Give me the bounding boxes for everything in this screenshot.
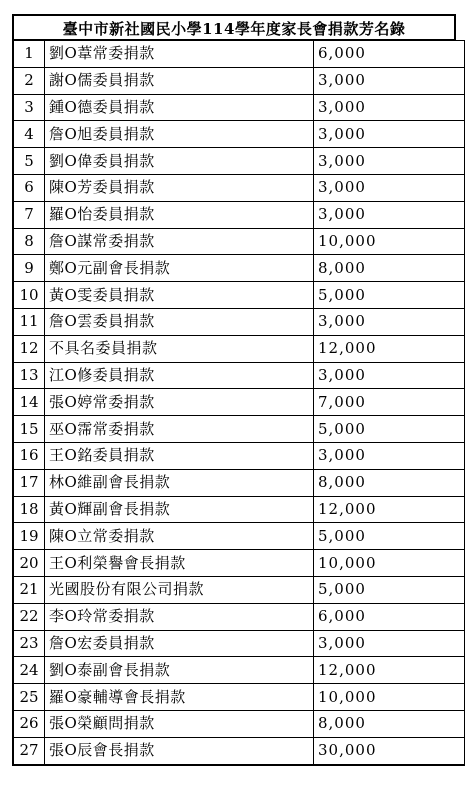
donation-amount: 12,000 bbox=[314, 657, 465, 684]
row-number: 25 bbox=[13, 684, 45, 711]
table-row bbox=[13, 576, 465, 603]
row-number: 27 bbox=[13, 737, 45, 764]
table-row bbox=[13, 308, 465, 335]
table-row bbox=[13, 603, 465, 630]
table-row bbox=[13, 148, 465, 175]
donation-amount: 3,000 bbox=[314, 630, 465, 657]
table-row bbox=[13, 737, 465, 764]
row-number: 24 bbox=[13, 657, 45, 684]
donation-amount: 12,000 bbox=[314, 496, 465, 523]
table-row bbox=[13, 550, 465, 577]
table-row bbox=[13, 684, 465, 711]
table-row bbox=[13, 710, 465, 737]
donation-amount: 10,000 bbox=[314, 228, 465, 255]
row-number: 19 bbox=[13, 523, 45, 550]
row-number: 14 bbox=[13, 389, 45, 416]
donor-name: 羅O豪輔導會長捐款 bbox=[45, 684, 314, 711]
donation-amount: 5,000 bbox=[314, 282, 465, 309]
table-row bbox=[13, 121, 465, 148]
donor-name: 劉O偉委員捐款 bbox=[45, 148, 314, 175]
donation-amount: 3,000 bbox=[314, 174, 465, 201]
donor-name: 巫O霈常委捐款 bbox=[45, 416, 314, 443]
row-number: 2 bbox=[13, 67, 45, 94]
row-number: 1 bbox=[13, 41, 45, 68]
row-number: 3 bbox=[13, 94, 45, 121]
donor-name: 陳O芳委員捐款 bbox=[45, 174, 314, 201]
row-number: 11 bbox=[13, 308, 45, 335]
donation-amount: 10,000 bbox=[314, 684, 465, 711]
row-number: 8 bbox=[13, 228, 45, 255]
donor-name: 光國股份有限公司捐款 bbox=[45, 576, 314, 603]
donation-amount: 6,000 bbox=[314, 603, 465, 630]
table-row bbox=[13, 523, 465, 550]
table-row bbox=[13, 416, 465, 443]
donor-name: 鍾O德委員捐款 bbox=[45, 94, 314, 121]
donor-name: 林O維副會長捐款 bbox=[45, 469, 314, 496]
table-row bbox=[13, 469, 465, 496]
row-number: 18 bbox=[13, 496, 45, 523]
donation-amount: 8,000 bbox=[314, 255, 465, 282]
row-number: 12 bbox=[13, 335, 45, 362]
donor-name: 王O利榮譽會長捐款 bbox=[45, 550, 314, 577]
table-row bbox=[13, 496, 465, 523]
row-number: 7 bbox=[13, 201, 45, 228]
donor-name: 黃O雯委員捐款 bbox=[45, 282, 314, 309]
donor-name: 劉O葦常委捐款 bbox=[45, 41, 314, 68]
row-number: 9 bbox=[13, 255, 45, 282]
donation-amount: 30,000 bbox=[314, 737, 465, 764]
donor-name: 黃O輝副會長捐款 bbox=[45, 496, 314, 523]
donation-amount: 3,000 bbox=[314, 362, 465, 389]
donor-table bbox=[12, 40, 465, 766]
donor-name: 劉O泰副會長捐款 bbox=[45, 657, 314, 684]
donation-amount: 3,000 bbox=[314, 442, 465, 469]
donation-amount: 8,000 bbox=[314, 469, 465, 496]
donor-name: 張O辰會長捐款 bbox=[45, 737, 314, 764]
donation-amount: 12,000 bbox=[314, 335, 465, 362]
donation-amount: 8,000 bbox=[314, 710, 465, 737]
row-number: 6 bbox=[13, 174, 45, 201]
table-row bbox=[13, 228, 465, 255]
donor-table-body bbox=[13, 41, 465, 765]
row-number: 22 bbox=[13, 603, 45, 630]
row-number: 10 bbox=[13, 282, 45, 309]
row-number: 15 bbox=[13, 416, 45, 443]
table-row bbox=[13, 335, 465, 362]
row-number: 13 bbox=[13, 362, 45, 389]
donor-name: 詹O雲委員捐款 bbox=[45, 308, 314, 335]
table-row bbox=[13, 255, 465, 282]
table-row bbox=[13, 362, 465, 389]
table-row bbox=[13, 174, 465, 201]
donor-list-sheet bbox=[12, 14, 456, 766]
donor-name: 李O玲常委捐款 bbox=[45, 603, 314, 630]
donation-amount: 6,000 bbox=[314, 41, 465, 68]
table-row bbox=[13, 67, 465, 94]
donor-name: 謝O儒委員捐款 bbox=[45, 67, 314, 94]
row-number: 5 bbox=[13, 148, 45, 175]
donor-name: 張O婷常委捐款 bbox=[45, 389, 314, 416]
donor-name: 詹O謀常委捐款 bbox=[45, 228, 314, 255]
donor-name: 陳O立常委捐款 bbox=[45, 523, 314, 550]
donor-name: 江O修委員捐款 bbox=[45, 362, 314, 389]
table-row bbox=[13, 282, 465, 309]
donation-amount: 3,000 bbox=[314, 308, 465, 335]
donor-name: 詹O旭委員捐款 bbox=[45, 121, 314, 148]
donor-name: 鄭O元副會長捐款 bbox=[45, 255, 314, 282]
donation-amount: 3,000 bbox=[314, 94, 465, 121]
donation-amount: 5,000 bbox=[314, 416, 465, 443]
row-number: 4 bbox=[13, 121, 45, 148]
row-number: 26 bbox=[13, 710, 45, 737]
donor-name: 羅O怡委員捐款 bbox=[45, 201, 314, 228]
row-number: 17 bbox=[13, 469, 45, 496]
donor-name: 不具名委員捐款 bbox=[45, 335, 314, 362]
table-row bbox=[13, 201, 465, 228]
donation-amount: 3,000 bbox=[314, 148, 465, 175]
row-number: 23 bbox=[13, 630, 45, 657]
table-row bbox=[13, 657, 465, 684]
donation-amount: 7,000 bbox=[314, 389, 465, 416]
donation-amount: 3,000 bbox=[314, 67, 465, 94]
donor-name: 詹O宏委員捐款 bbox=[45, 630, 314, 657]
donation-amount: 5,000 bbox=[314, 523, 465, 550]
document-title: 臺中市新社國民小學114學年度家長會捐款芳名錄 bbox=[12, 14, 456, 40]
table-row bbox=[13, 630, 465, 657]
table-row bbox=[13, 442, 465, 469]
donation-amount: 3,000 bbox=[314, 121, 465, 148]
donation-amount: 5,000 bbox=[314, 576, 465, 603]
table-row bbox=[13, 389, 465, 416]
table-row bbox=[13, 41, 465, 68]
donation-amount: 10,000 bbox=[314, 550, 465, 577]
donor-name: 王O銘委員捐款 bbox=[45, 442, 314, 469]
donor-name: 張O榮顧問捐款 bbox=[45, 710, 314, 737]
row-number: 16 bbox=[13, 442, 45, 469]
table-row bbox=[13, 94, 465, 121]
row-number: 20 bbox=[13, 550, 45, 577]
donation-amount: 3,000 bbox=[314, 201, 465, 228]
row-number: 21 bbox=[13, 576, 45, 603]
